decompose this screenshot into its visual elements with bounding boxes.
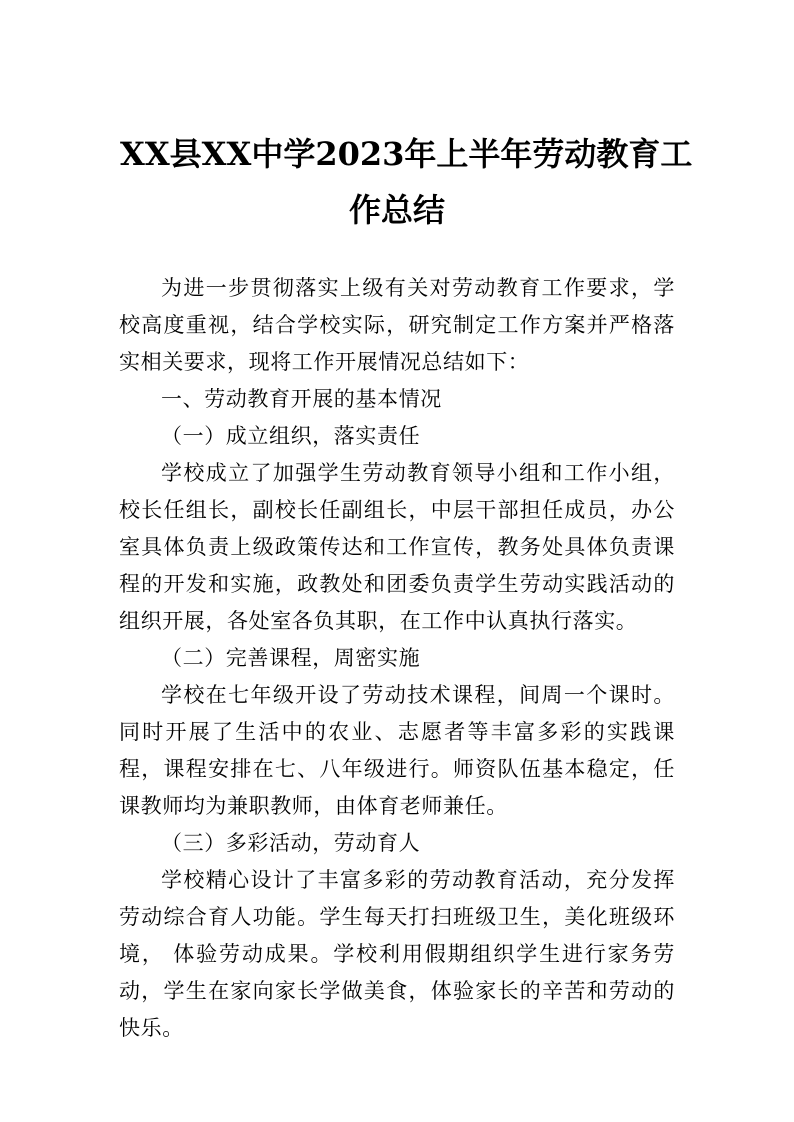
intro-paragraph: 为进一步贯彻落实上级有关对劳动教育工作要求，学校高度重视，结合学校实际，研究制定工作方案并严格落实相关要求，现将工作开展情况总结如下： (119, 276, 675, 374)
body-paragraph-activities: 学校精心设计了丰富多彩的劳动教育活动，充分发挥劳动综合育人功能。学生每天打扫班级卫生，美化班级环境， 体验劳动成果。学校利用假期组织学生进行家务劳动，学生在家向家长学做美食，体验家长的辛苦和劳动的快乐。 (119, 868, 675, 1040)
document-title-line-2: 作总结 (348, 191, 445, 229)
subsection-heading-3: （三）多彩活动，劳动育人 (161, 831, 421, 855)
section-heading-1: 一、劳动教育开展的基本情况 (161, 387, 442, 411)
subsection-heading-1: （一）成立组织，落实责任 (161, 424, 421, 448)
body-paragraph-curriculum: 学校在七年级开设了劳动技术课程，间周一个课时。同时开展了生活中的农业、志愿者等丰富多彩的实践课程，课程安排在七、八年级进行。师资队伍基本稳定，任课教师均为兼职教师，由体育老师兼任。 (119, 683, 675, 818)
document-title-line-1: XX县XX中学2023年上半年劳动教育工 (120, 135, 693, 173)
body-paragraph-organization: 学校成立了加强学生劳动教育领导小组和工作小组，校长任组长，副校长任副组长，中层干部担任成员，办公室具体负责上级政策传达和工作宣传，教务处具体负责课程的开发和实施，政教处和团委负责学生劳动实践活动的组织开展，各处室各负其职，在工作中认真执行落实。 (119, 461, 675, 633)
subsection-heading-2: （二）完善课程，周密实施 (161, 646, 421, 670)
document-body (119, 270, 675, 1047)
